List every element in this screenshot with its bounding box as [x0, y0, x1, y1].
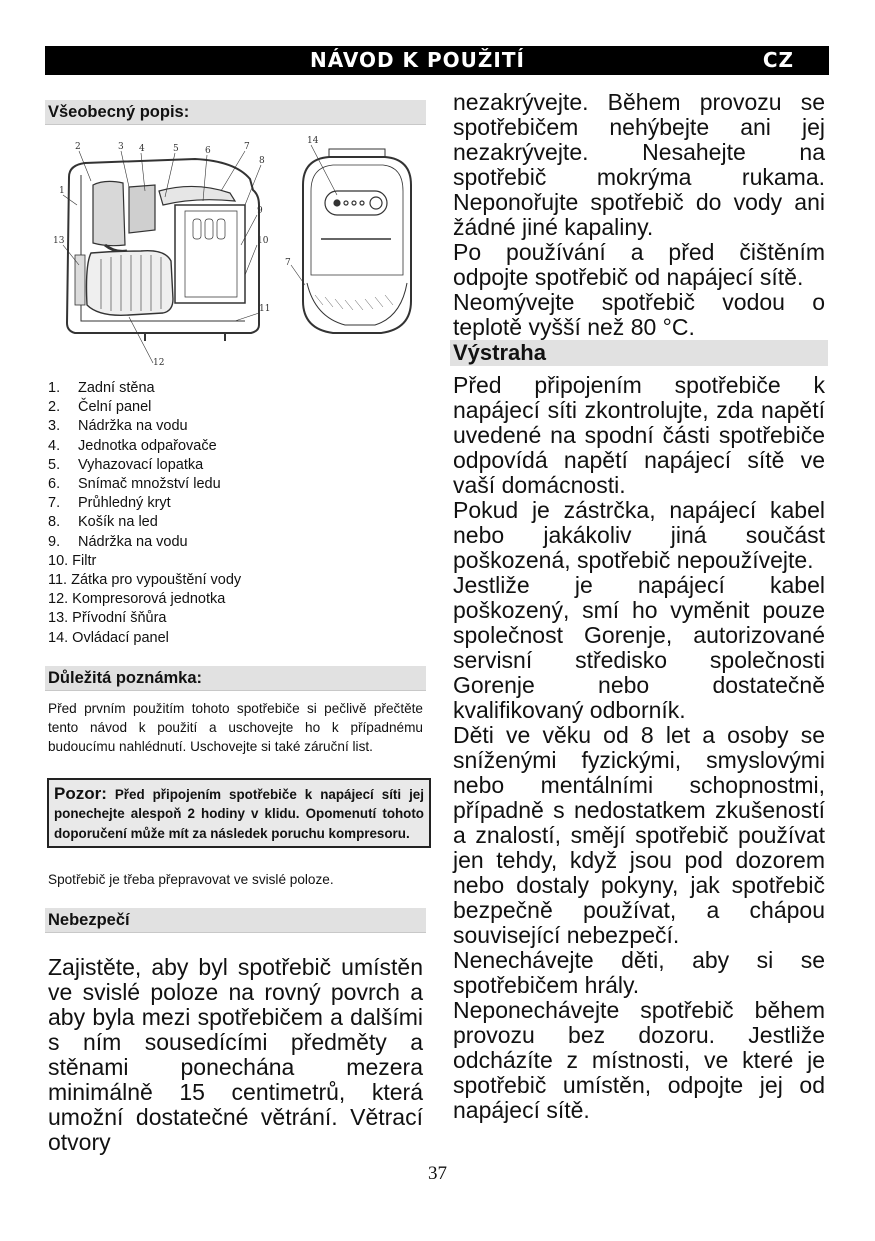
page-header: [45, 46, 829, 75]
callout-4: 4: [139, 144, 145, 154]
paragraph: Po používání a před čištěním odpojte spotřebič od napájecí sítě.: [453, 239, 825, 290]
part-label: Snímač množství ledu: [78, 476, 221, 493]
part-number: 8.: [48, 514, 61, 531]
part-label: Košík na led: [78, 514, 158, 531]
important-note-heading: Důležitá poznámka:: [45, 666, 426, 691]
caution-label: Pozor:: [54, 783, 107, 803]
part-number: 3.: [48, 418, 61, 435]
danger-heading: Nebezpečí: [45, 908, 426, 933]
part-number: 12.: [48, 591, 69, 608]
callout-2: 2: [75, 142, 81, 152]
paragraph: Děti ve věku od 8 let a osoby se sníženými fyzickými, smyslovými nebo mentálními schopnostmi, případně s nedostatkem zkušeností a znalostí, smějí spotřebič používat jen tehdy, když jsou pod dozorem nebo dostaly pokyny, jak spotřebič bezpečně používat, a chápou související nebezpečí.: [453, 722, 825, 948]
important-note-text: Před prvním použitím tohoto spotřebiče si pečlivě přečtěte tento návod k použití a uschovejte ho k případnému budoucímu nahlédnutí. Uschovejte si také záruční list.: [48, 700, 423, 754]
part-number: 2.: [48, 399, 61, 416]
part-label: Čelní panel: [78, 399, 152, 416]
warning-heading: Výstraha: [450, 340, 828, 366]
caution-box: [47, 778, 431, 849]
control-panel-buttons: [334, 197, 382, 209]
paragraph: Neponechávejte spotřebič během provozu bez dozoru. Jestliže odcházíte z místnosti, ve které je spotřebič umístěn, odpojte jej od napájecí sítě.: [453, 997, 825, 1123]
side-view: [53, 142, 270, 365]
caution-text: Před připojením spotřebiče k napájecí síti jej ponechejte alespoň 2 hodiny v klidu. Opomenutí tohoto doporučení může mít za následek poruchu kompresoru.: [54, 786, 424, 841]
callout-11: 11: [259, 304, 271, 314]
part-item: [48, 456, 426, 475]
part-item: [48, 437, 426, 456]
front-view: [285, 136, 411, 333]
part-label: Průhledný kryt: [78, 495, 171, 512]
general-description-heading: Všeobecný popis:: [45, 100, 426, 125]
part-label: Vyhazovací lopatka: [78, 456, 204, 473]
part-label: Jednotka odpařovače: [78, 437, 217, 454]
callout-7-front: 7: [285, 258, 291, 268]
paragraph: Jestliže je napájecí kabel poškozený, smí ho vyměnit pouze společnost Gorenje, autorizované servisní středisko společnosti Gorenje nebo dostatečně kvalifikovaný odborník.: [453, 572, 825, 723]
callout-14: 14: [307, 136, 319, 146]
part-label: Kompresorová jednotka: [72, 591, 226, 608]
appliance-diagram-svg: [45, 135, 426, 365]
danger-paragraph: Zajistěte, aby byl spotřebič umístěn ve svislé poloze na rovný povrch a aby byla mezi spotřebičem a dalšími s ním sousedícími předměty a stěnami ponechána mezera minimálně 15 centimetrů, která umožní dostatečné větrání. Větrací otvory: [48, 954, 423, 1156]
part-item: [48, 379, 426, 398]
callout-5: 5: [173, 144, 179, 154]
callout-12: 12: [153, 358, 165, 365]
left-column: [45, 100, 426, 1155]
part-number: 4.: [48, 437, 61, 454]
appliance-diagram: [45, 135, 426, 365]
part-item: [48, 475, 426, 494]
callout-13: 13: [53, 236, 65, 246]
part-item: [48, 629, 426, 648]
part-label: Zadní stěna: [78, 380, 155, 396]
transport-text: Spotřebič je třeba přepravovat ve svislé poloze.: [48, 872, 334, 888]
part-item: [48, 398, 426, 417]
callout-3: 3: [118, 142, 124, 152]
part-number: 11.: [48, 572, 68, 589]
part-number: 13.: [48, 610, 69, 627]
callout-10: 10: [257, 236, 269, 246]
part-number: 10.: [48, 552, 69, 569]
continued-safety-text: [450, 90, 828, 340]
page-number: 37: [428, 1163, 447, 1184]
part-item: [48, 494, 426, 513]
part-number: 9.: [48, 533, 61, 550]
paragraph: Neomývejte spotřebič vodou o teplotě vyšší než 80 °C.: [453, 289, 825, 340]
part-item: [48, 609, 426, 628]
part-label: Nádržka na vodu: [78, 418, 188, 435]
paragraph: Pokud je zástrčka, napájecí kabel nebo jakákoliv jiná součást poškozená, spotřebič nepoužívejte.: [453, 497, 825, 573]
paragraph: Nenechávejte děti, aby si se spotřebičem hrály.: [453, 947, 825, 998]
part-number: 7.: [48, 495, 61, 512]
paragraph: nezakrývejte. Během provozu se spotřebičem nehýbejte ani jej nezakrývejte. Nesahejte na spotřebič mokrýma rukama. Neponořujte spotřebič do vody ani žádné jiné kapaliny.: [453, 89, 825, 240]
parts-list: [48, 379, 426, 648]
part-label: Přívodní šňůra: [72, 610, 167, 627]
paragraph: Před připojením spotřebiče k napájecí síti zkontrolujte, zda napětí uvedené na spodní části spotřebiče odpovídá napětí napájecí sítě ve vaší domácnosti.: [453, 372, 825, 498]
part-item: [48, 533, 426, 552]
part-label: Filtr: [72, 552, 97, 569]
header-title: NÁVOD K POUŽITÍ: [310, 48, 525, 72]
part-number: 14.: [48, 629, 69, 646]
part-item: [48, 571, 426, 590]
part-label: Ovládací panel: [72, 629, 169, 646]
part-item: [48, 513, 426, 532]
callout-7: 7: [244, 142, 250, 152]
part-item: [48, 417, 426, 436]
part-item: [48, 552, 426, 571]
part-number: 6.: [48, 476, 61, 493]
callout-8: 8: [259, 156, 265, 166]
header-language: CZ: [762, 48, 794, 72]
callout-1: 1: [59, 186, 65, 196]
part-item: [48, 590, 426, 609]
callout-6: 6: [205, 146, 211, 156]
part-label: Nádržka na vodu: [78, 533, 188, 550]
right-column: [450, 90, 828, 1123]
callout-9: 9: [257, 206, 263, 216]
danger-text: [45, 955, 426, 1155]
part-number: 1.: [48, 380, 61, 396]
part-label: Zátka pro vypouštění vody: [71, 572, 242, 589]
part-number: 5.: [48, 456, 61, 473]
warning-text: [450, 373, 828, 1123]
